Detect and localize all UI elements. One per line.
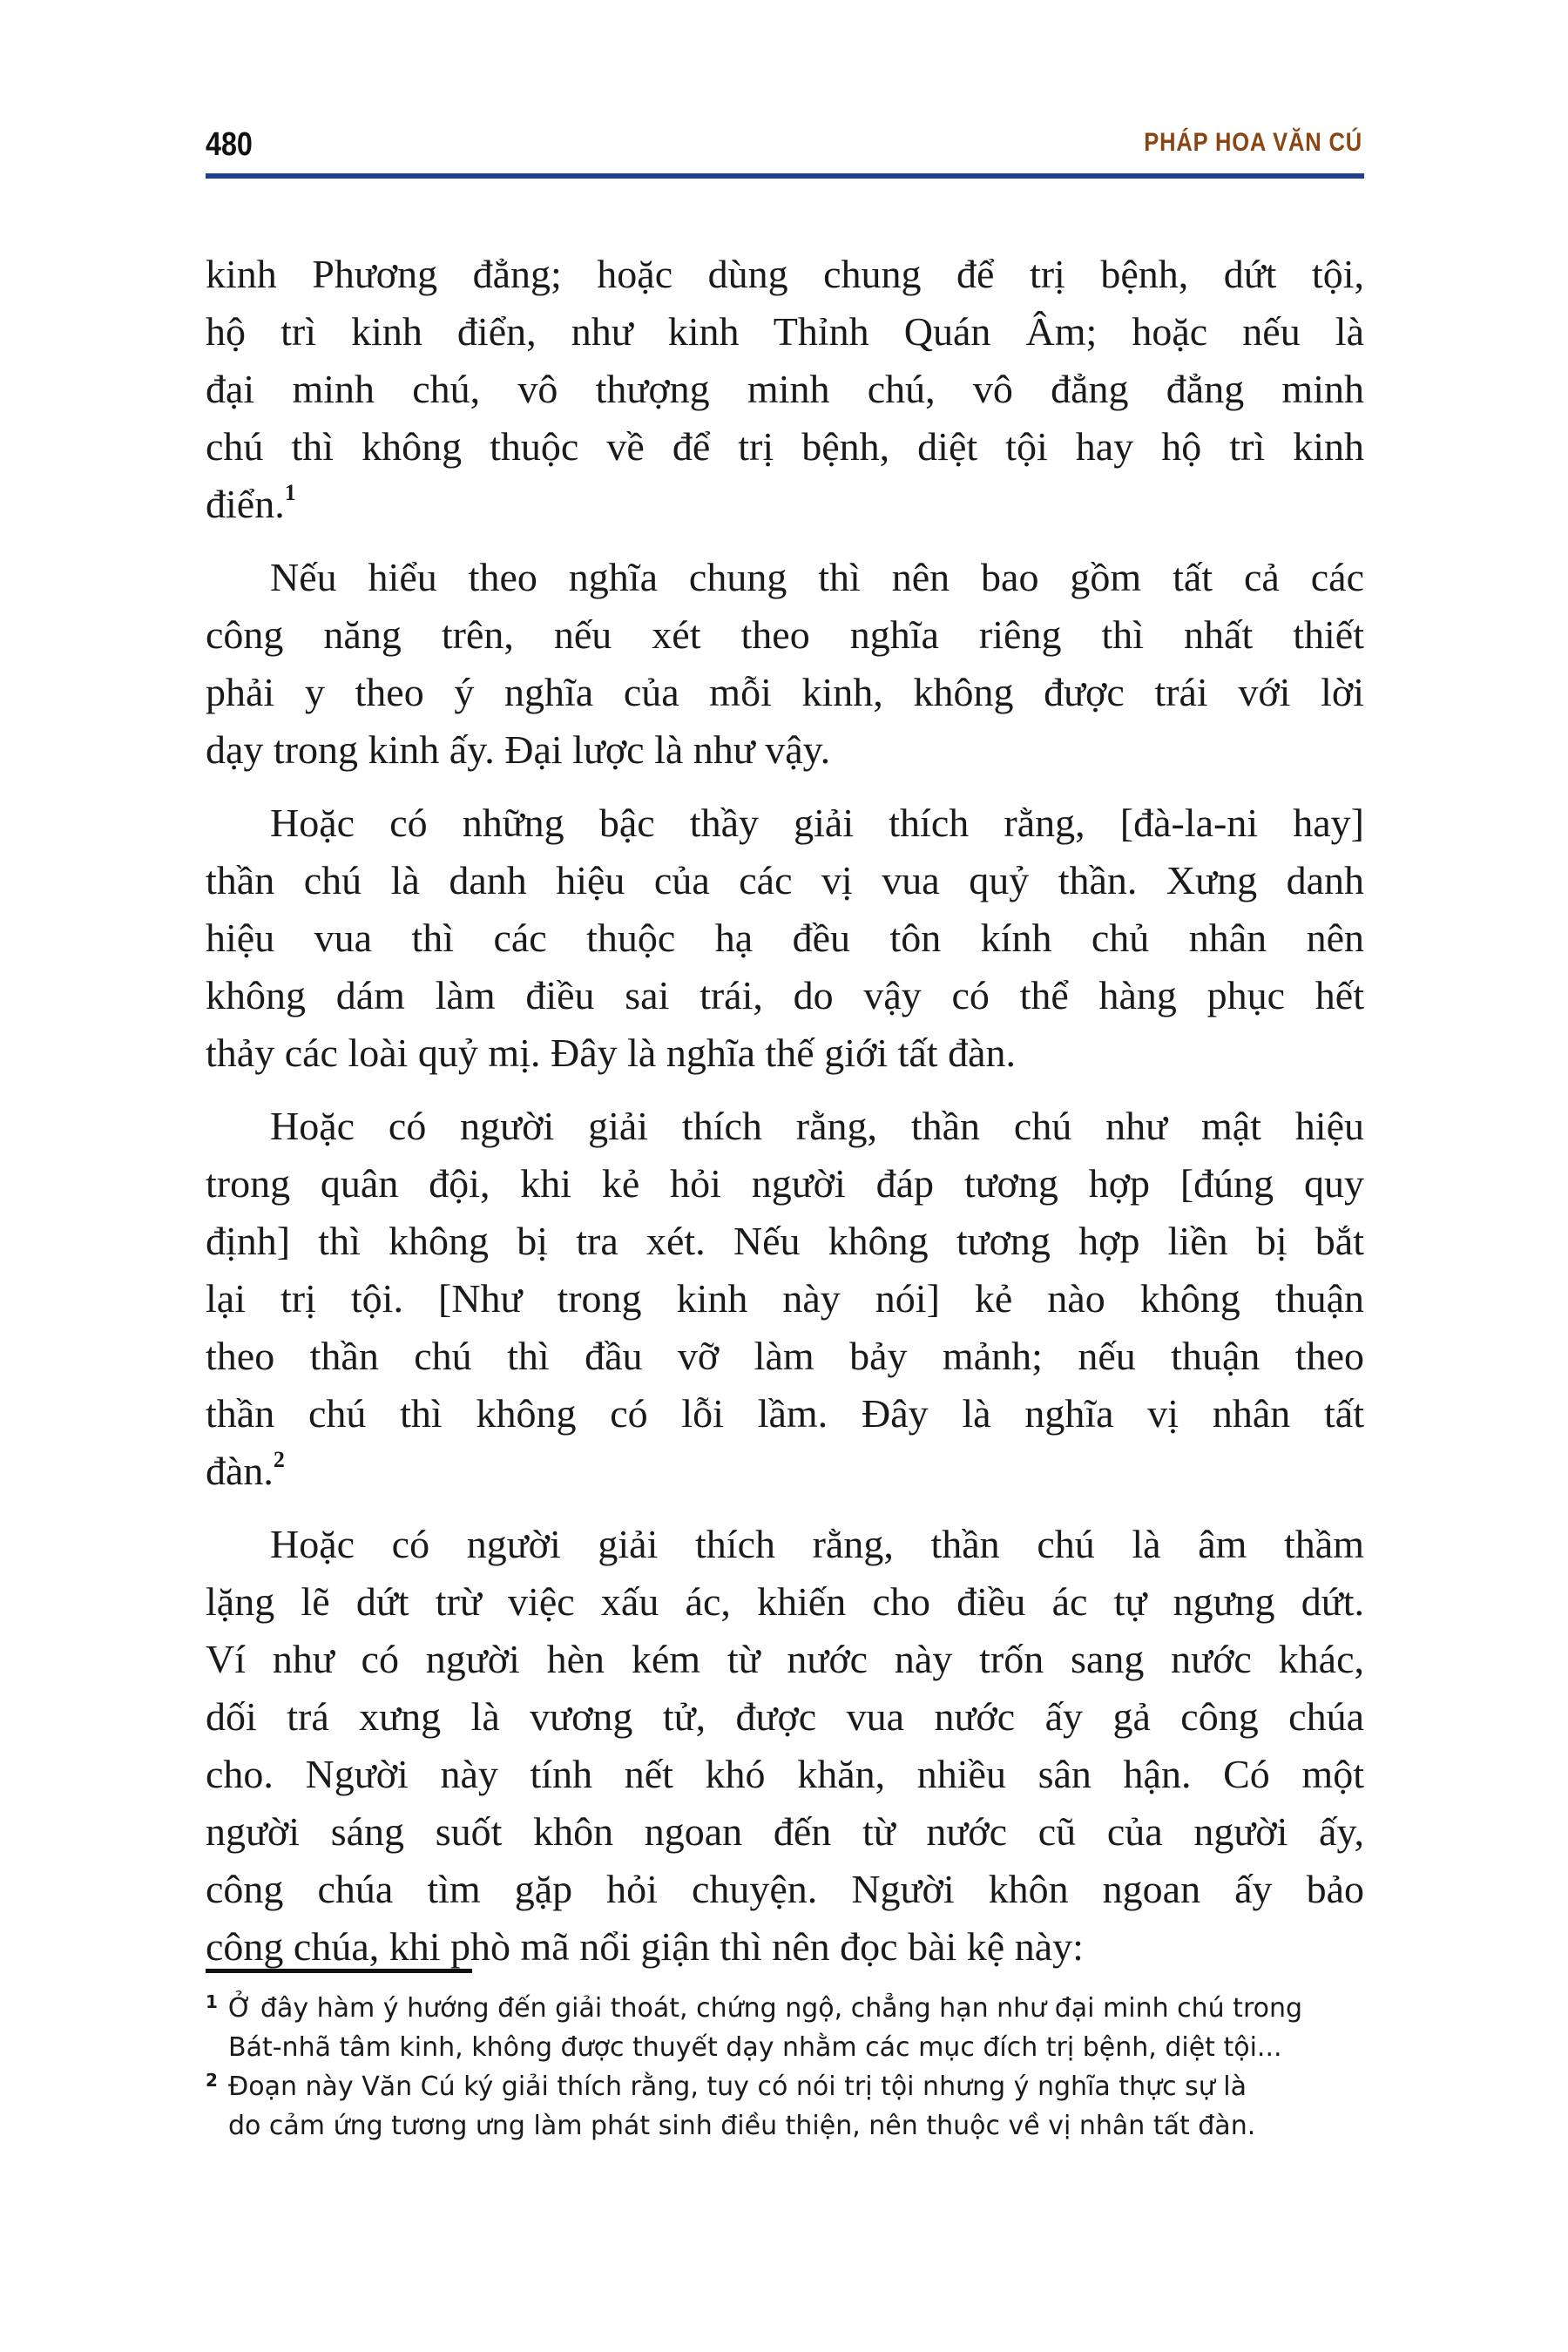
footnote-line: do cảm ứng tương ưng làm phát sinh điều thiện, nên thuộc về vị nhân tất đàn. bbox=[228, 2111, 1256, 2141]
body-text bbox=[206, 246, 1364, 1991]
text-line: định] thì không bị tra xét. Nếu không tương hợp liền bị bắt bbox=[206, 1219, 1364, 1263]
text-line: Hoặc có người giải thích rằng, thần chú như mật hiệu bbox=[270, 1104, 1364, 1148]
text-line: điển.$^1$ bbox=[206, 480, 296, 526]
text-line: thần chú thì không có lỗi lầm. Đây là nghĩa vị nhân tất bbox=[206, 1391, 1364, 1436]
text-line: công năng trên, nếu xét theo nghĩa riêng thì nhất thiết bbox=[206, 612, 1364, 657]
text-line: người sáng suốt khôn ngoan đến từ nước cũ của người ấy, bbox=[206, 1809, 1364, 1854]
footnote-line: 2 Đoạn này Văn Cú ký giải thích rằng, tuy có nói trị tội nhưng ý nghĩa thực sự là bbox=[206, 2067, 1364, 2106]
paragraph bbox=[206, 1516, 1364, 1976]
text-line: Hoặc có những bậc thầy giải thích rằng, [đà-la-ni hay] bbox=[270, 801, 1364, 845]
text-line: lại trị tội. [Như trong kinh này nói] kẻ nào không thuận bbox=[206, 1276, 1364, 1321]
footnote-reference[interactable]: 1 bbox=[284, 480, 296, 505]
text-line: hộ trì kinh điển, như kinh Thỉnh Quán Âm; hoặc nếu là bbox=[206, 309, 1364, 354]
footnote bbox=[206, 1989, 1364, 2067]
text-line: đàn.$^2$ bbox=[206, 1447, 285, 1493]
text-line: dạy trong kinh ấy. Đại lược là như vậy. bbox=[206, 727, 831, 772]
text-line: phải y theo ý nghĩa của mỗi kinh, không được trái với lời bbox=[206, 670, 1364, 714]
text-line: lặng lẽ dứt trừ việc xấu ác, khiến cho điều ác tự ngưng dứt. bbox=[206, 1579, 1364, 1624]
text-line: trong quân đội, khi kẻ hỏi người đáp tương hợp [đúng quy bbox=[206, 1161, 1364, 1206]
header-rule bbox=[206, 173, 1364, 179]
footnote-line: Bát-nhã tâm kinh, không được thuyết dạy nhằm các mục đích trị bệnh, diệt tội... bbox=[228, 2032, 1282, 2063]
page-number: 480 bbox=[206, 126, 253, 163]
text-line: Ví như có người hèn kém từ nước này trốn sang nước khác, bbox=[206, 1637, 1364, 1681]
text-line: đại minh chú, vô thượng minh chú, vô đẳng đẳng minh bbox=[206, 367, 1364, 411]
text-line: cho. Người này tính nết khó khăn, nhiều sân hận. Có một bbox=[206, 1752, 1364, 1796]
paragraph bbox=[206, 549, 1364, 779]
text-line: dối trá xưng là vương tử, được vua nước ấy gả công chúa bbox=[206, 1694, 1364, 1739]
footnote bbox=[206, 2067, 1364, 2146]
text-line: không dám làm điều sai trái, do vậy có thể hàng phục hết bbox=[206, 973, 1364, 1017]
footnote-number: 1 bbox=[206, 1991, 218, 2012]
footnote-line: 1 Ở đây hàm ý hướng đến giải thoát, chứng ngộ, chẳng hạn như đại minh chú trong bbox=[206, 1989, 1364, 2028]
text-line: chú thì không thuộc về để trị bệnh, diệt tội hay hộ trì kinh bbox=[206, 424, 1364, 469]
text-line: thần chú là danh hiệu của các vị vua quỷ thần. Xưng danh bbox=[206, 858, 1364, 902]
text-line: thảy các loài quỷ mị. Đây là nghĩa thế giới tất đàn. bbox=[206, 1031, 1016, 1075]
footnote-number: 2 bbox=[206, 2070, 218, 2091]
footnotes bbox=[206, 1989, 1364, 2146]
text-line: công chúa tìm gặp hỏi chuyện. Người khôn ngoan ấy bảo bbox=[206, 1867, 1364, 1911]
running-header-title: PHÁP HOA VĂN CÚ bbox=[1144, 128, 1362, 157]
text-line: hiệu vua thì các thuộc hạ đều tôn kính chủ nhân nên bbox=[206, 916, 1364, 960]
paragraph bbox=[206, 1098, 1364, 1500]
text-line: theo thần chú thì đầu vỡ làm bảy mảnh; nếu thuận theo bbox=[206, 1334, 1364, 1378]
text-line: Nếu hiểu theo nghĩa chung thì nên bao gồm tất cả các bbox=[270, 555, 1364, 599]
text-line: kinh Phương đẳng; hoặc dùng chung để trị bệnh, dứt tội, bbox=[206, 252, 1364, 296]
text-line: công chúa, khi phò mã nổi giận thì nên đọc bài kệ này: bbox=[206, 1924, 1084, 1969]
text-line: Hoặc có người giải thích rằng, thần chú là âm thầm bbox=[270, 1522, 1364, 1566]
footnote-separator bbox=[206, 1969, 472, 1973]
paragraph bbox=[206, 794, 1364, 1082]
paragraph bbox=[206, 246, 1364, 533]
footnote-reference[interactable]: 2 bbox=[273, 1447, 285, 1472]
